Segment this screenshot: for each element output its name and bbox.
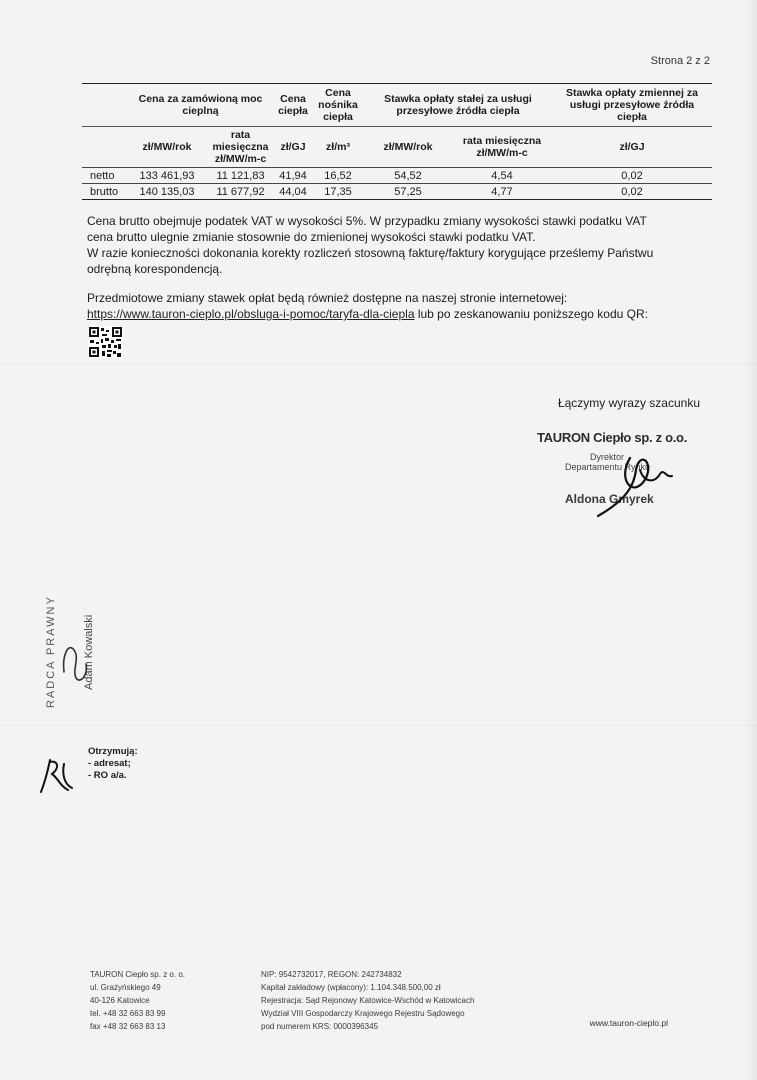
initials-signature-icon — [38, 756, 78, 796]
tariff-table — [82, 83, 712, 200]
paragraph-line: odrębną korespondencją. — [87, 262, 223, 276]
footer-line: Rejestracja: Sąd Rejonowy Katowice-Wschód w Katowicach — [261, 996, 475, 1005]
list-item: - adresat; — [88, 758, 131, 769]
footer-website-link[interactable]: www.tauron-cieplo.pl — [589, 1018, 668, 1028]
table-cell: 11 121,83 — [207, 168, 274, 184]
table-row — [82, 168, 712, 184]
unit-cell: rata miesięczna zł/MW/m-c — [452, 127, 552, 168]
table-cell: 57,25 — [364, 184, 452, 200]
footer-line: 40-126 Katowice — [90, 996, 150, 1005]
unit-cell: rata miesięczna zł/MW/m-c — [207, 127, 274, 168]
lawyer-stamp-name: Adam Kowalski — [83, 614, 95, 690]
stamp-name: Aldona Gmyrek — [565, 492, 654, 506]
table-cell: 17,35 — [312, 184, 364, 200]
table-corner — [82, 84, 127, 127]
closing-phrase: Łączymy wyrazy szacunku — [557, 396, 700, 410]
paper-fold — [0, 364, 757, 366]
unit-cell: zł/GJ — [552, 127, 712, 168]
header-fixed-fee: Stawka opłaty stałej za usługi przesyłowe źródła ciepła — [364, 84, 552, 127]
table-cell: 4,54 — [452, 168, 552, 184]
stamp-department: Departamentu Rynku — [565, 462, 651, 472]
header-ordered-capacity: Cena za zamówioną moc cieplną — [127, 84, 274, 127]
row-label: netto — [82, 168, 127, 184]
table-corner — [82, 127, 127, 168]
row-label: brutto — [82, 184, 127, 200]
recipients-list — [88, 746, 138, 782]
header-carrier-price: Cena nośnika ciepła — [312, 84, 364, 127]
unit-cell: zł/MW/rok — [127, 127, 207, 168]
website-paragraph — [87, 290, 707, 322]
table-cell: 54,52 — [364, 168, 452, 184]
footer-line: pod numerem KRS: 0000396345 — [261, 1022, 378, 1031]
list-item: - RO a/a. — [88, 770, 127, 781]
signature-stamp — [528, 430, 718, 520]
unit-cell: zł/GJ — [274, 127, 312, 168]
table-cell: 11 677,92 — [207, 184, 274, 200]
paragraph-line: Cena brutto obejmuje podatek VAT w wysokości 5%. W przypadku zmiany wysokości stawki podatku VAT — [87, 214, 647, 228]
lawyer-stamp — [42, 560, 112, 710]
link-suffix: lub po zeskanowaniu poniższego kodu QR: — [414, 307, 648, 321]
footer-registration — [261, 968, 474, 1033]
footer-line: tel. +48 32 663 83 99 — [90, 1009, 166, 1018]
vat-paragraph — [87, 213, 707, 277]
table-cell: 133 461,93 — [127, 168, 207, 184]
footer-line: TAURON Ciepło sp. z o. o. — [90, 970, 185, 979]
table-cell: 44,04 — [274, 184, 312, 200]
recipients-heading: Otrzymują: — [88, 746, 138, 757]
header-heat-price: Cena ciepła — [274, 84, 312, 127]
footer-line: fax +48 32 663 83 13 — [90, 1022, 166, 1031]
paragraph-line: Przedmiotowe zmiany stawek opłat będą również dostępne na naszej stronie internetowej: — [87, 291, 568, 305]
unit-cell: zł/MW/rok — [364, 127, 452, 168]
stamp-title: Dyrektor — [590, 452, 625, 462]
qr-code-icon[interactable] — [88, 326, 123, 358]
footer-line: NIP: 9542732017, REGON: 242734832 — [261, 970, 402, 979]
table-cell: 0,02 — [552, 168, 712, 184]
paragraph-line — [87, 306, 707, 322]
tariff-link[interactable]: https://www.tauron-cieplo.pl/obsluga-i-pomoc/taryfa-dla-ciepla — [87, 307, 415, 321]
paragraph-line: W razie konieczności dokonania korekty rozliczeń stosowną fakturę/faktury korygujące prześlemy Państwu — [87, 246, 654, 260]
lawyer-stamp-title: RADCA PRAWNY — [45, 595, 57, 708]
table-cell: 140 135,03 — [127, 184, 207, 200]
footer-address — [90, 968, 185, 1033]
table-cell: 41,94 — [274, 168, 312, 184]
table-cell: 0,02 — [552, 184, 712, 200]
table-cell: 16,52 — [312, 168, 364, 184]
paragraph-line: cena brutto ulegnie zmianie stosownie do zmienionej wysokości stawki podatku VAT. — [87, 230, 536, 244]
unit-cell: zł/m³ — [312, 127, 364, 168]
table-cell: 4,77 — [452, 184, 552, 200]
header-variable-fee: Stawka opłaty zmiennej za usługi przesyłowe źródła ciepła — [552, 84, 712, 127]
paper-edge — [743, 0, 757, 1080]
footer-line: Wydział VIII Gospodarczy Krajowego Rejestru Sądowego — [261, 1009, 465, 1018]
footer-line: ul. Grażyńskiego 49 — [90, 983, 161, 992]
table-row — [82, 184, 712, 200]
handwritten-signature-icon — [568, 438, 718, 520]
paper-fold — [0, 725, 757, 727]
stamp-company: TAURON Ciepło sp. z o.o. — [537, 430, 687, 445]
footer-line: Kapitał zakładowy (wpłacony): 1.104.348.500,00 zł — [261, 983, 441, 992]
page-number: Strona 2 z 2 — [650, 55, 710, 67]
